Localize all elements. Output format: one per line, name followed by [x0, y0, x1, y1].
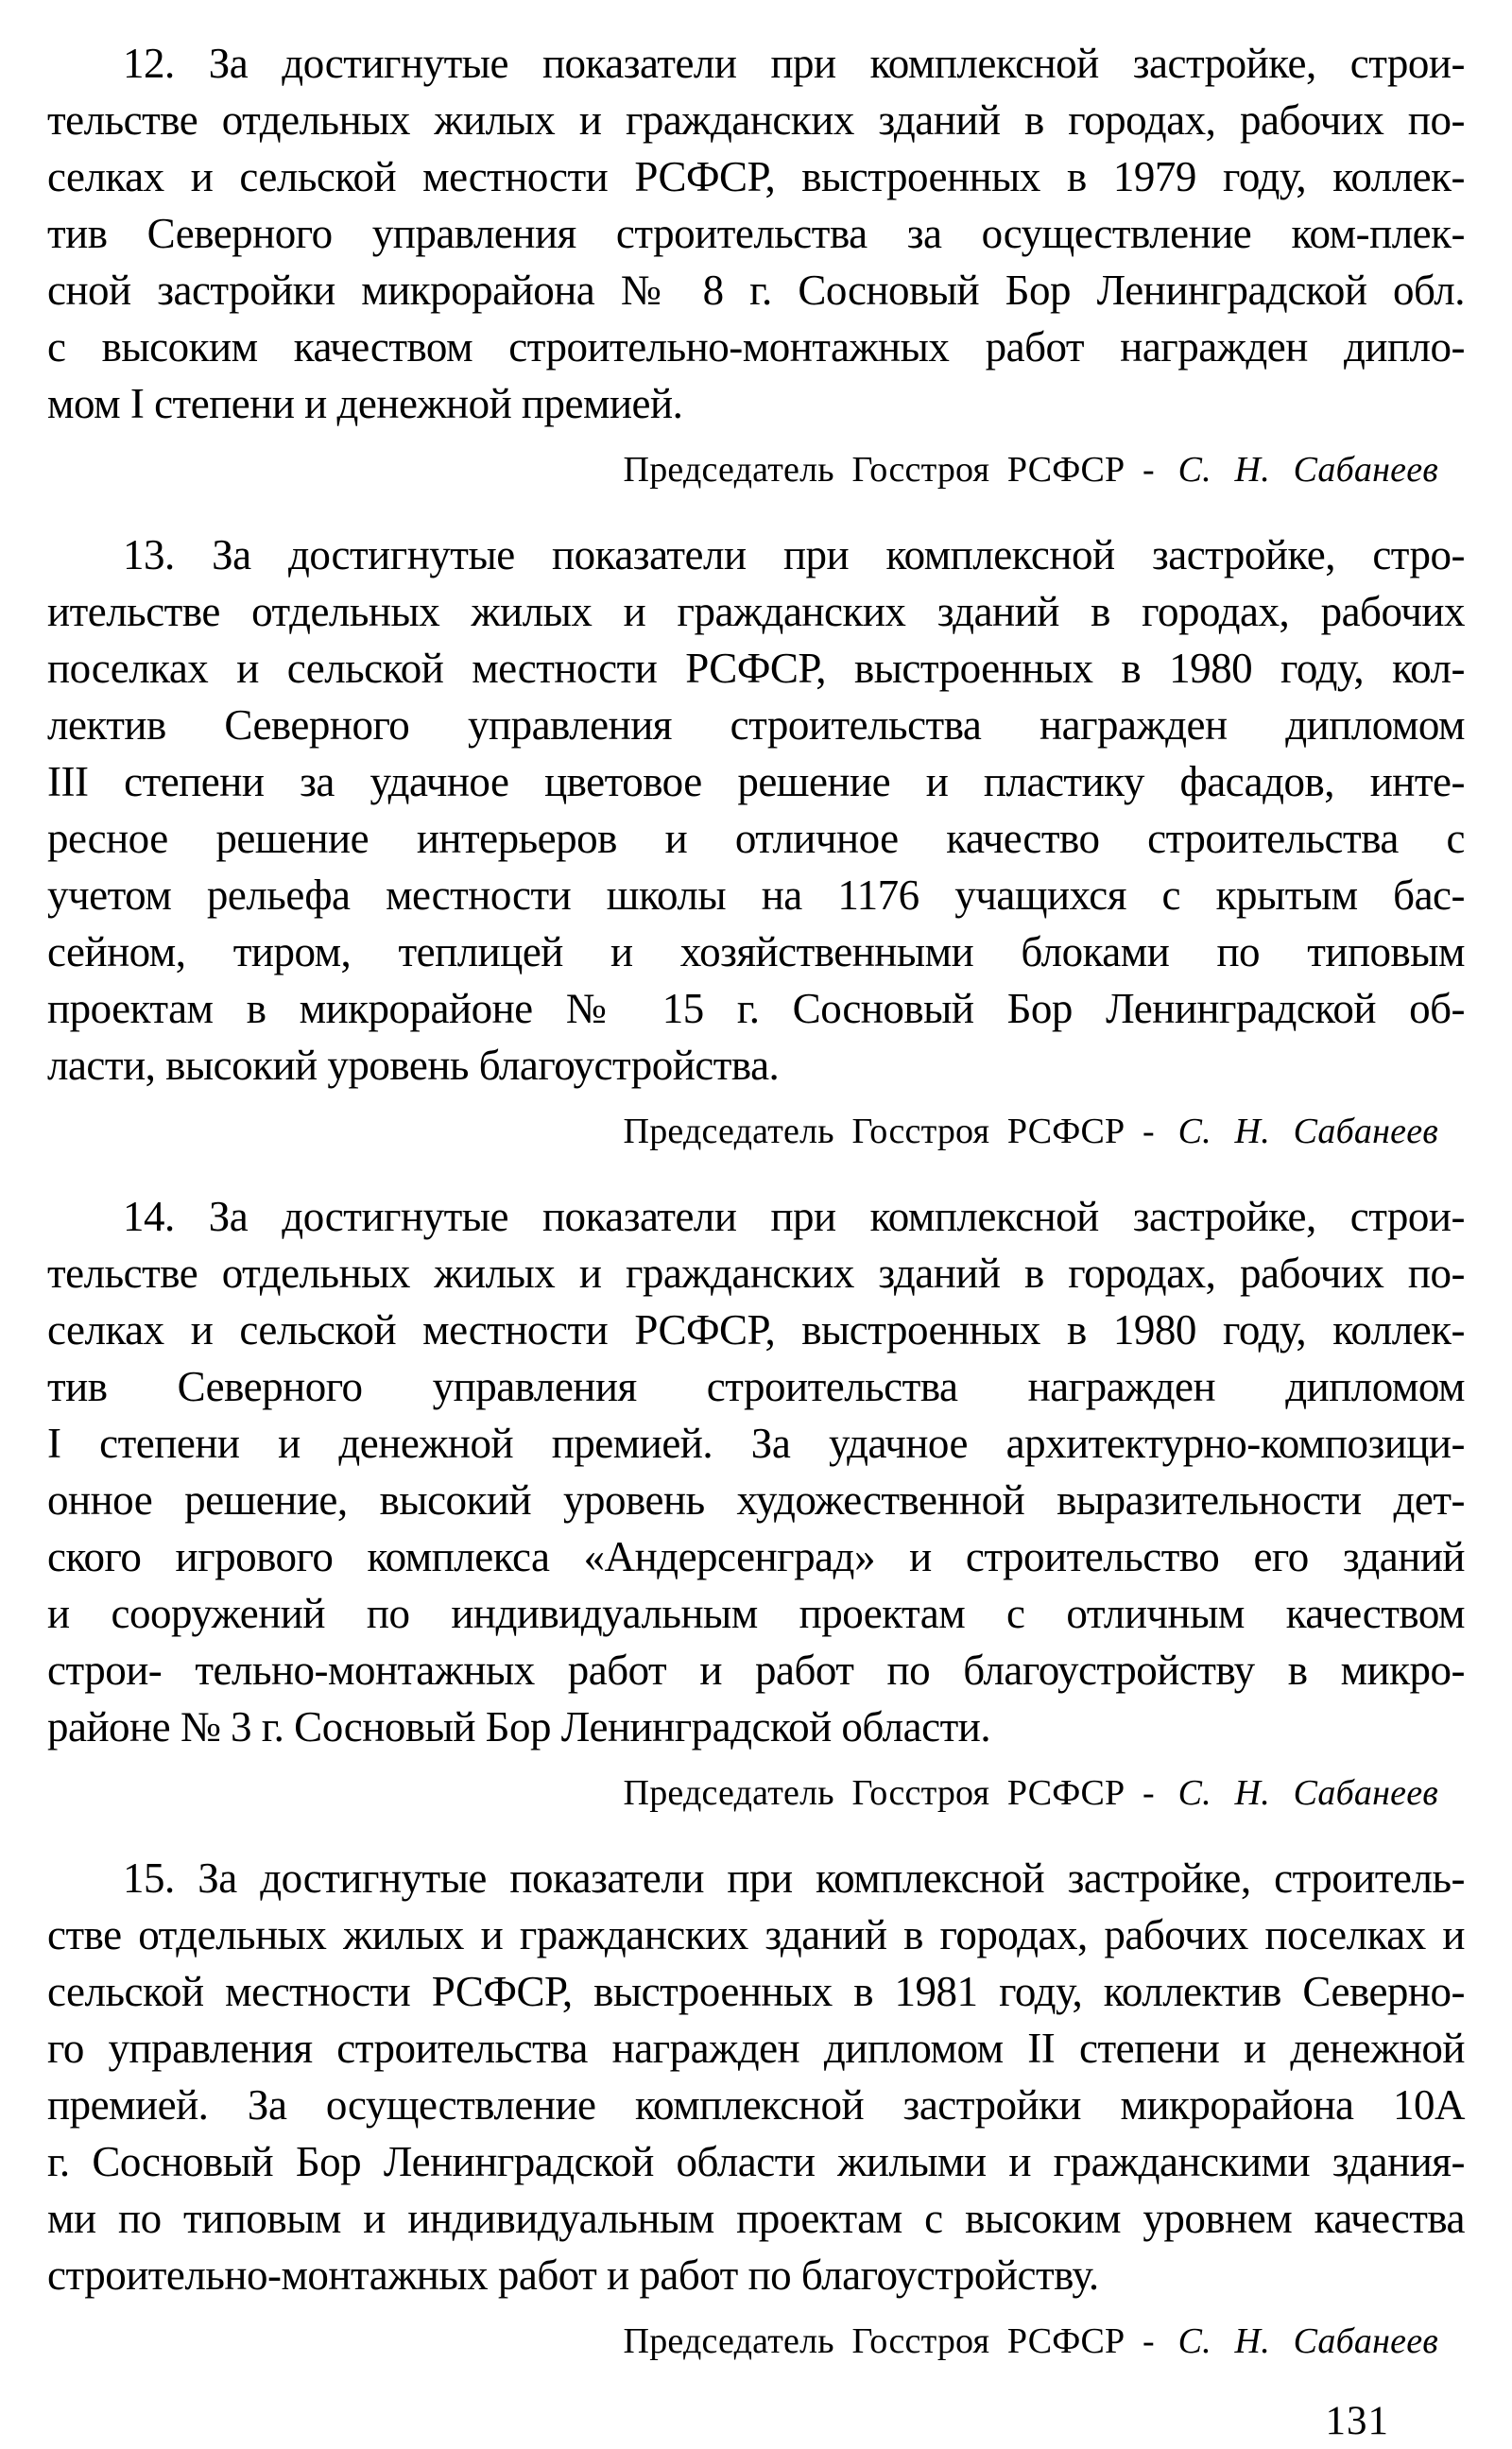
text-line: стве отдельных жилых и гражданских зданий в городах, рабочих поселках и [47, 1911, 1465, 1958]
text-line: ласти, высокий уровень благоустройства. [47, 1042, 780, 1089]
signature-role: Председатель Госстроя РСФСР - [623, 2321, 1155, 2361]
text-line: го управления строительства награжден дипломом II степени и денежной [47, 2025, 1465, 2072]
text-line: и сооружений по индивидуальным проектам с отличным качеством [47, 1590, 1465, 1637]
text-line: 12. За достигнутые показатели при комплексной застройке, строи- [123, 40, 1465, 87]
paragraph-15 [47, 1850, 1465, 2303]
text-line: ительстве отдельных жилых и гражданских зданий в городах, рабочих [47, 588, 1465, 635]
text-line: премией. За осуществление комплексной застройки микрорайона 10А [47, 2081, 1465, 2129]
text-line: строи- тельно-монтажных работ и работ по благоустройству в микро- [47, 1647, 1465, 1694]
text-line: I степени и денежной премией. За удачное архитектурно-композици- [47, 1420, 1465, 1467]
text-line: строительно-монтажных работ и работ по благоустройству. [47, 2251, 1099, 2299]
text-line: тельстве отдельных жилых и гражданских зданий в городах, рабочих по- [47, 1250, 1465, 1297]
document-body [47, 35, 1465, 2370]
signature-line [47, 441, 1465, 498]
text-line: районе № 3 г. Сосновый Бор Ленинградской области. [47, 1703, 991, 1751]
signature-role: Председатель Госстроя РСФСР - [623, 450, 1155, 490]
page-number: 131 [1325, 2399, 1389, 2443]
text-line: поселках и сельской местности РСФСР, выстроенных в 1980 году, кол- [47, 645, 1465, 692]
text-line: сельской местности РСФСР, выстроенных в 1981 году, коллектив Северно- [47, 1968, 1465, 2015]
text-line: лектив Северного управления строительства награжден дипломом [47, 701, 1465, 749]
signature-line [47, 1103, 1465, 1160]
text-line: 13. За достигнутые показатели при комплексной застройке, стро- [123, 531, 1465, 578]
signature-role: Председатель Госстроя РСФСР - [623, 1773, 1155, 1813]
signature-line [47, 1765, 1465, 1821]
signature-name: С. Н. Сабанеев [1177, 1773, 1438, 1813]
text-line: селках и сельской местности РСФСР, выстроенных в 1979 году, коллек- [47, 153, 1465, 200]
text-line: тельстве отдельных жилых и гражданских зданий в городах, рабочих по- [47, 96, 1465, 144]
text-line: онное решение, высокий уровень художественной выразительности дет- [47, 1476, 1465, 1524]
text-line: ми по типовым и индивидуальным проектам с высоким уровнем качества [47, 2195, 1465, 2242]
text-line: проектам в микрорайоне № 15 г. Сосновый Бор Ленинградской об- [47, 985, 1465, 1032]
signature-role: Председатель Госстроя РСФСР - [623, 1112, 1155, 1151]
text-line: тив Северного управления строительства за осуществление ком-плек- [47, 210, 1465, 257]
text-line: 14. За достигнутые показатели при комплексной застройке, строи- [123, 1193, 1465, 1240]
text-line: мом I степени и денежной премией. [47, 380, 683, 427]
signature-line [47, 2313, 1465, 2370]
signature-name: С. Н. Сабанеев [1177, 450, 1438, 490]
text-line: III степени за удачное цветовое решение и пластику фасадов, инте- [47, 758, 1465, 805]
paragraph-12 [47, 35, 1465, 432]
paragraph-13 [47, 526, 1465, 1094]
text-line: г. Сосновый Бор Ленинградской области жилыми и гражданскими здания- [47, 2138, 1465, 2185]
text-line: с высоким качеством строительно-монтажных работ награжден дипло- [47, 323, 1465, 371]
text-line: сейном, тиром, теплицей и хозяйственными блоками по типовым [47, 928, 1465, 975]
text-line: ского игрового комплекса «Андерсенград» и строительство его зданий [47, 1533, 1465, 1580]
signature-name: С. Н. Сабанеев [1177, 2321, 1438, 2361]
paragraph-14 [47, 1188, 1465, 1755]
text-line: селках и сельской местности РСФСР, выстроенных в 1980 году, коллек- [47, 1306, 1465, 1354]
text-line: учетом рельефа местности школы на 1176 учащихся с крытым бас- [47, 871, 1465, 919]
text-line: ресное решение интерьеров и отличное качество строительства с [47, 815, 1465, 862]
text-line: сной застройки микрорайона № 8 г. Сосновый Бор Ленинградской обл. [47, 267, 1465, 314]
text-line: 15. За достигнутые показатели при комплексной застройке, строитель- [123, 1854, 1465, 1902]
text-line: тив Северного управления строительства награжден дипломом [47, 1363, 1465, 1410]
signature-name: С. Н. Сабанеев [1177, 1112, 1438, 1151]
